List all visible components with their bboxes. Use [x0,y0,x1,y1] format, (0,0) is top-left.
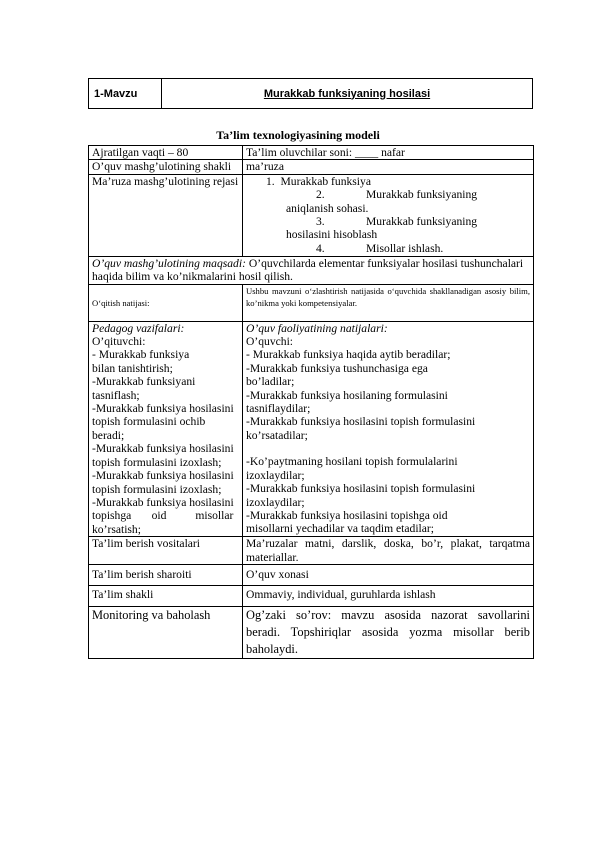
learning-results [243,321,534,537]
time-label: Ajratilgan vaqti – 80 [89,146,243,160]
goal-cell [89,256,534,284]
goal-label: O’quv mashg’ulotining maqsadi: [92,256,246,270]
pedagog-line: -Murakkab funksiya hosilasini [92,442,234,456]
results-subtitle: O’quvchi: [246,335,294,349]
pedagog-line: -Murakkab funksiya hosilasini [92,469,234,483]
goal-row [89,256,534,284]
results-line: -Murakkab funksiya tushunchasiga ega [246,361,428,375]
conditions-value: O’quv xonasi [243,564,534,585]
topic-title: Murakkab funksiyaning hosilasi [162,79,533,109]
plan-row [89,174,534,256]
shape-label: Ta’lim shakli [89,585,243,606]
pedagog-line: - Murakkab funksiya [92,348,190,362]
tasks-row [89,321,534,537]
results-spacer [246,442,530,455]
plan-item: 3. Murakkab funksiyaning hosilasini hisoblash [286,215,478,242]
model-table [88,145,534,659]
results-line: izoxlaydilar; [246,495,305,509]
results-line: izoxlaydilar; [246,468,305,482]
results-line: - Murakkab funksiya haqida aytib beradilar; [246,348,451,362]
plan-list [243,174,534,256]
pedagog-line: -Murakkab funksiyani [92,375,196,389]
topic-table [88,78,533,109]
form-row [89,160,534,174]
results-line: -Murakkab funksiya hosilasini topish formulasini [246,482,476,496]
tools-label: Ta’lim berish vositalari [89,537,243,565]
pedagog-line: topish formulasini izoxlash; [92,455,222,469]
topic-number: 1-Mavzu [89,79,162,109]
results-line: -Murakkab funksiya hosilasini topish formulasini [246,415,476,429]
pedagog-line: topish formulasini izoxlash; [92,482,222,496]
pedagog-line: -Murakkab funksiya hosilasini [92,402,234,416]
pedagog-line: topish formulasini ochib [92,415,206,429]
plan-item: 1. Murakkab funksiya [266,174,371,188]
results-line: -Murakkab funksiya hosilaning formulasini [246,388,448,402]
form-value: ma’ruza [243,160,534,174]
tools-row [89,537,534,565]
monitoring-row [89,606,534,658]
model-heading: Ta’lim texnologiyasining modeli [216,128,380,142]
pedagog-line: ko’rsatish; [92,522,141,536]
shape-row [89,585,534,606]
shape-value: Ommaviy, individual, guruhlarda ishlash [243,585,534,606]
results-line: misollarni yechadilar va taqdim etadilar; [246,522,435,536]
pedagog-line: topishga oid misollar [92,509,234,523]
conditions-row [89,564,534,585]
conditions-label: Ta’lim berish sharoiti [89,564,243,585]
plan-item: 2. Murakkab funksiyaning aniqlanish sohasi. [286,188,478,215]
results-line: -Murakkab funksiya hosilasini topishga oid [246,508,448,522]
pedagog-line: -Murakkab funksiya hosilasini [92,495,234,509]
goal-text: O’quvchilarda elementar funksiyalar hosilasi tushunchalari haqida bilim va ko’nikmalarini hosil qilish. [92,256,524,284]
pedagog-line: beradi; [92,428,125,442]
monitoring-label: Monitoring va baholash [89,606,243,658]
results-line: ko’rsatadilar; [246,428,308,442]
results-line: -Ko’paytmaning hosilani topish formulalarini [246,455,458,469]
pedagog-line: tasniflash; [92,388,140,402]
result-label: O‘qitish natijasi: [89,284,243,321]
result-row [89,284,534,321]
tools-value: Ma’ruzalar matni, darslik, doska, bo’r, plakat, tarqatma materiallar. [243,537,534,565]
results-line: bo’ladilar; [246,375,295,389]
pedagog-title: Pedagog vazifalari: [92,321,185,335]
pedagog-tasks [89,321,243,537]
time-row [89,146,534,160]
pedagog-subtitle: O’qituvchi: [92,335,146,349]
pedagog-line: bilan tanishtirish; [92,361,173,375]
plan-item: 4. Misollar ishlash. [316,241,444,255]
monitoring-value: Og’zaki so’rov: mavzu asosida nazorat savollarini beradi. Topshiriqlar asosida yozma misollar berib baholaydi. [243,606,534,658]
results-title: O’quv faoliyatining natijalari: [246,321,388,335]
plan-label: Ma’ruza mashg’ulotining rejasi [89,174,243,256]
time-value: Ta’lim oluvchilar soni: ____ nafar [243,146,534,160]
results-line: tasniflaydilar; [246,402,311,416]
form-label: O’quv mashg’ulotining shakli [89,160,243,174]
result-text: Ushbu mavzuni o‘zlashtirish natijasida o‘quvchida shakllanadigan asosiy bilim, ko’nikma yoki kompetensiyalar. [243,284,534,321]
